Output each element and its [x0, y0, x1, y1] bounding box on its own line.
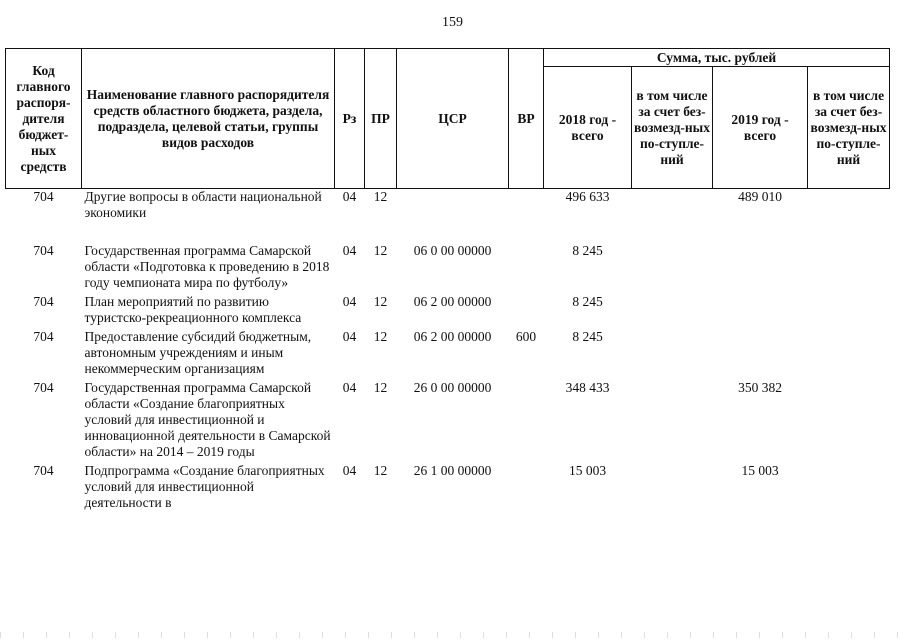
- cell-2018-total: 15 003: [568, 463, 607, 478]
- cell-pr: 12: [373, 294, 388, 309]
- cell-2019-total: 489 010: [738, 189, 782, 204]
- cell-2019-free: [808, 380, 890, 463]
- cell-vr: [509, 294, 544, 329]
- cell-csr: 06 2 00 00000: [413, 294, 492, 309]
- cell-2018-total: 8 245: [572, 329, 603, 344]
- table-row: [6, 380, 890, 463]
- header-2018-total: 2018 год - всего: [544, 67, 632, 189]
- cell-pr: 12: [373, 329, 388, 344]
- cell-name: Другие вопросы в области национальной экономики: [84, 189, 322, 220]
- cell-csr: 06 0 00 00000: [413, 243, 492, 258]
- header-2019-total: 2019 год - всего: [713, 67, 808, 189]
- table-row: [6, 189, 890, 244]
- cell-vr: [509, 380, 544, 463]
- header-vr: ВР: [509, 49, 544, 189]
- cell-pr: 12: [373, 189, 388, 204]
- header-2018-free: в том числе за счет без-возмезд-ных по-ступле-ний: [632, 67, 713, 189]
- cell-2018-free: [632, 329, 713, 380]
- table-row: [6, 294, 890, 329]
- budget-table: [5, 48, 890, 514]
- table-row: [6, 243, 890, 294]
- cell-vr: [509, 463, 544, 514]
- cell-2018-total: 496 633: [565, 189, 610, 204]
- cell-2019-total: 15 003: [741, 463, 779, 478]
- cell-code: 704: [33, 243, 54, 258]
- cell-2018-free: [632, 294, 713, 329]
- header-pr: ПР: [365, 49, 397, 189]
- cell-2018-total: 8 245: [572, 243, 603, 258]
- cell-code: 704: [33, 329, 54, 344]
- cell-rz: 04: [342, 329, 357, 344]
- cell-vr: [509, 189, 544, 244]
- header-sum: Сумма, тыс. рублей: [544, 49, 890, 67]
- cell-pr: 12: [373, 243, 388, 258]
- cell-2019-total: [713, 329, 808, 380]
- cell-2019-total: [713, 294, 808, 329]
- cell-code: 704: [33, 189, 54, 204]
- header-2019-free: в том числе за счет без-возмезд-ных по-ступле-ний: [808, 67, 890, 189]
- cell-name: Предоставление субсидий бюджетным, автономным учреждениям и иным некоммерческим организациям: [84, 329, 312, 376]
- cell-rz: 04: [342, 189, 357, 204]
- cell-rz: 04: [342, 243, 357, 258]
- cell-name: Подпрограмма «Создание благоприятных условий для инвестиционной деятельности в: [84, 463, 325, 510]
- cell-code: 704: [33, 294, 54, 309]
- header-rz: Рз: [335, 49, 365, 189]
- cell-rz: 04: [342, 294, 357, 309]
- cell-2019-free: [808, 329, 890, 380]
- cell-vr: [509, 243, 544, 294]
- cell-2019-free: [808, 294, 890, 329]
- cell-csr: [397, 189, 509, 244]
- cell-2019-free: [808, 463, 890, 514]
- cell-pr: 12: [373, 380, 388, 395]
- cell-pr: 12: [373, 463, 388, 478]
- scan-noise-divider: [0, 632, 905, 638]
- cell-2018-free: [632, 243, 713, 294]
- cell-code: 704: [33, 463, 54, 478]
- cell-rz: 04: [342, 463, 357, 478]
- cell-name: Государственная программа Самарской области «Создание благоприятных условий для инвестиционной и инновационной деятельности в Самарской области» на 2014 – 2019 годы: [84, 380, 331, 459]
- cell-code: 704: [33, 380, 54, 395]
- cell-vr: 600: [515, 329, 537, 344]
- cell-csr: 06 2 00 00000: [413, 329, 492, 344]
- header-name: Наименование главного распорядителя средств областного бюджета, раздела, подраздела, целевой статьи, группы видов расходов: [82, 49, 335, 189]
- cell-csr: 26 0 00 00000: [413, 380, 492, 395]
- cell-2018-total: 8 245: [572, 294, 603, 309]
- cell-rz: 04: [342, 380, 357, 395]
- cell-2018-free: [632, 463, 713, 514]
- cell-2019-free: [808, 189, 890, 244]
- cell-2019-total: [713, 243, 808, 294]
- cell-2019-total: 350 382: [738, 380, 782, 395]
- page-number: 159: [442, 15, 463, 30]
- table-row: [6, 463, 890, 514]
- cell-name: План мероприятий по развитию туристско-рекреационного комплекса: [84, 294, 302, 325]
- cell-2018-free: [632, 189, 713, 244]
- cell-csr: 26 1 00 00000: [413, 463, 492, 478]
- header-code: Код главного распоря-дителя бюджет-ных средств: [6, 49, 82, 189]
- cell-2018-free: [632, 380, 713, 463]
- table-row: [6, 329, 890, 380]
- cell-2019-free: [808, 243, 890, 294]
- header-csr: ЦСР: [397, 49, 509, 189]
- cell-2018-total: 348 433: [565, 380, 610, 395]
- cell-name: Государственная программа Самарской области «Подготовка к проведению в 2018 году чемпионата мира по футболу»: [84, 243, 330, 290]
